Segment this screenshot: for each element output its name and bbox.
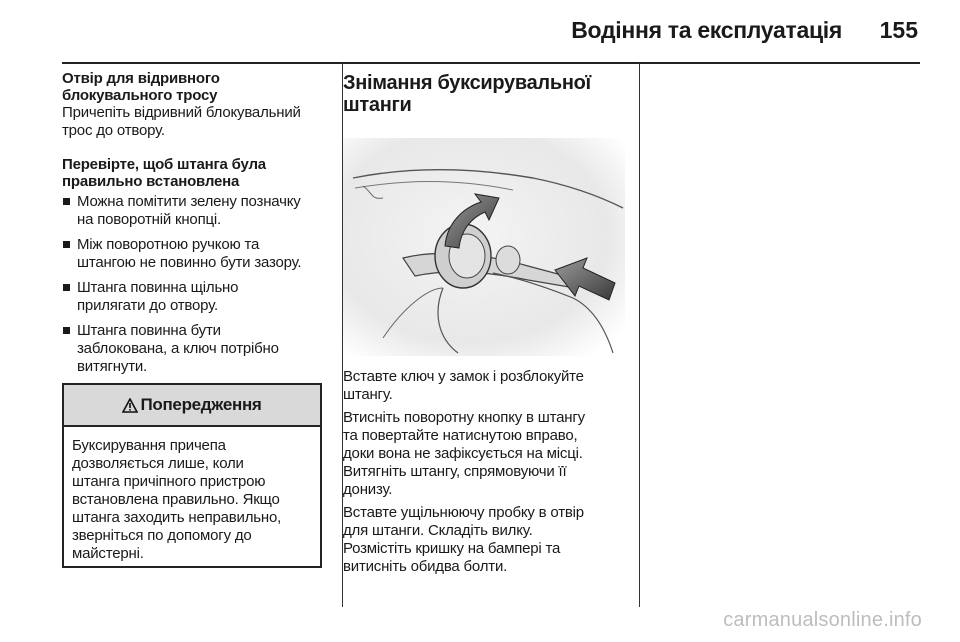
header-divider — [62, 62, 920, 64]
tow-bar-drawing — [343, 138, 625, 356]
column-divider-2 — [639, 63, 640, 607]
paragraph-2: Втисніть поворотну кнопку в штангу та повертайте натиснутою вправо, доки вона не зафіксується на місці. Витягніть штангу, спрямовуючи її донизу. — [343, 409, 585, 498]
bullet-icon — [63, 327, 70, 334]
page-title: Водіння та експлуатація — [571, 17, 842, 43]
warning-title: Попередження — [140, 395, 262, 414]
checklist — [62, 193, 327, 376]
list-item: Штанга повинна щільно прилягати до отвору. — [62, 279, 327, 315]
tow-bar-illustration — [343, 138, 625, 356]
list-item: Штанга повинна бути заблокована, а ключ потрібно витягнути. — [62, 322, 327, 376]
instructions-text — [343, 368, 628, 576]
bullet-icon — [63, 284, 70, 291]
page-header — [0, 0, 960, 62]
left-column — [62, 70, 327, 383]
warning-triangle-icon — [122, 398, 138, 413]
section-heading-cable-eyelet: Отвір для відривного блокувального тросу — [62, 70, 220, 104]
middle-column — [343, 72, 628, 576]
section-heading-remove-bar: Знімання буксирувальної штанги — [343, 72, 591, 116]
warning-header — [64, 385, 320, 427]
section-text-cable-eyelet: Причепіть відривний блокувальний трос до отвору. — [62, 104, 301, 139]
section-heading-check-installed: Перевірте, щоб штанга була правильно встановлена — [62, 156, 266, 190]
paragraph-3: Вставте ущільнюючу пробку в отвір для штанги. Складіть вилку. Розмістіть кришку на бампері та витисніть обидва болти. — [343, 504, 584, 575]
bullet-icon — [63, 241, 70, 248]
watermark: carmanualsonline.info — [723, 609, 922, 631]
list-item: Можна помітити зелену позначку на поворотній кнопці. — [62, 193, 327, 229]
warning-text: Буксирування причепа дозволяється лише, коли штанга причіпного пристрою встановлена правильно. Якщо штанга заходить неправильно, зверніться по допомогу до майстерні. — [72, 437, 282, 562]
warning-box — [62, 383, 322, 568]
bullet-icon — [63, 198, 70, 205]
page-number: 155 — [879, 17, 918, 43]
list-item: Між поворотною ручкою та штангою не повинно бути зазору. — [62, 236, 327, 272]
paragraph-1: Вставте ключ у замок і розблокуйте штангу. — [343, 368, 584, 403]
